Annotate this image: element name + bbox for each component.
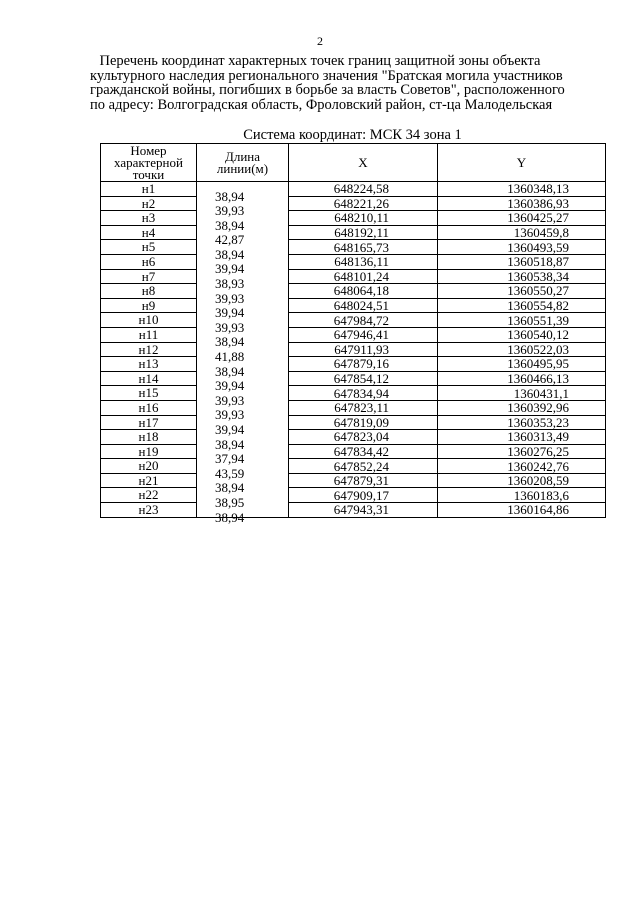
x-cell: 648024,51 [289, 298, 438, 313]
point-number-cell: н11 [101, 327, 197, 342]
table-row [101, 415, 606, 430]
line-length-cell [197, 327, 289, 350]
table-row [101, 386, 606, 401]
y-cell: 1360242,76 [438, 459, 606, 474]
line-length-cell [197, 284, 289, 306]
line-length-value: 39,93 [215, 203, 245, 219]
table-row [101, 225, 606, 240]
table-row [101, 357, 606, 372]
line-length-cell [197, 459, 289, 481]
table-row [101, 459, 606, 474]
line-length-cell [197, 488, 289, 510]
y-cell: 1360522,03 [438, 342, 606, 357]
line-length-value: 39,94 [215, 422, 245, 437]
y-cell: 1360431,1 [438, 386, 606, 401]
line-length-value: 38,94 [215, 246, 245, 262]
point-number-cell: н17 [101, 415, 197, 430]
line-length-value: 38,94 [215, 480, 245, 496]
table-row [101, 430, 606, 445]
table-row [101, 400, 606, 415]
y-cell: 1360348,13 [438, 182, 606, 197]
line-length-cell [197, 444, 289, 467]
header-x: X [289, 144, 438, 182]
y-cell: 1360386,93 [438, 196, 606, 211]
point-number-cell: н4 [101, 225, 197, 240]
title-line: культурного наследия регионального значения "Братская могила участников [90, 67, 563, 84]
table-row [101, 488, 606, 503]
line-length-cell [197, 503, 289, 525]
table-row [101, 254, 606, 269]
table-row [101, 182, 606, 197]
y-cell: 1360208,59 [438, 473, 606, 488]
x-cell: 648224,58 [289, 182, 438, 197]
line-length-value: 38,94 [215, 334, 245, 350]
x-cell: 647911,93 [289, 342, 438, 357]
x-cell: 648064,18 [289, 284, 438, 299]
y-cell: 1360353,23 [438, 415, 606, 430]
line-length-value: 39,93 [215, 392, 245, 408]
x-cell: 648192,11 [289, 225, 438, 240]
line-length-cell [197, 430, 289, 452]
line-length-value: 43,59 [215, 465, 245, 481]
y-cell: 1360550,27 [438, 284, 606, 299]
y-cell: 1360518,87 [438, 254, 606, 269]
table-row [101, 327, 606, 342]
x-cell: 647943,31 [289, 503, 438, 518]
x-cell: 647879,16 [289, 357, 438, 372]
line-length-value: 38,95 [215, 494, 245, 510]
coordinates-table [100, 142, 606, 525]
line-length-value: 38,94 [215, 189, 245, 204]
line-length-value: 38,94 [215, 436, 245, 452]
line-length-value: 41,88 [215, 349, 245, 365]
x-cell: 648210,11 [289, 211, 438, 226]
header-line-length [197, 144, 289, 182]
line-length-cell [197, 357, 289, 379]
table-row [101, 298, 606, 313]
x-cell: 648136,11 [289, 254, 438, 269]
line-length-cell [197, 415, 289, 437]
header-text: точки [132, 166, 165, 182]
line-length-cell [197, 225, 289, 248]
point-number-cell: н12 [101, 342, 197, 357]
line-length-value: 39,93 [215, 319, 245, 335]
y-cell: 1360425,27 [438, 211, 606, 226]
point-number-cell: н8 [101, 284, 197, 299]
page-number: 2 [317, 34, 323, 48]
line-length-cell [197, 211, 289, 233]
table-row [101, 211, 606, 226]
x-cell: 647946,41 [289, 327, 438, 342]
point-number-cell: н7 [101, 269, 197, 284]
point-number-cell: н16 [101, 400, 197, 415]
x-cell: 647834,94 [289, 386, 438, 401]
point-number-cell: н15 [101, 386, 197, 401]
point-number-cell: н1 [101, 182, 197, 197]
line-length-cell [197, 196, 289, 219]
table-row [101, 371, 606, 386]
header-text: характерной [114, 154, 183, 170]
x-cell: 648165,73 [289, 240, 438, 255]
header-text: Номер [130, 142, 167, 158]
x-cell: 647834,42 [289, 444, 438, 459]
x-cell: 647819,09 [289, 415, 438, 430]
point-number-cell: н18 [101, 430, 197, 445]
line-length-value: 42,87 [215, 232, 245, 248]
point-number-cell: н3 [101, 211, 197, 226]
point-number-cell: н14 [101, 371, 197, 386]
x-cell: 647984,72 [289, 313, 438, 328]
line-length-cell [197, 298, 289, 321]
title-line: по адресу: Волгоградская область, Фроловский район, ст-ца Малодельская [90, 96, 553, 113]
title-line: гражданской войны, погибших в борьбе за власть Советов", расположенного [90, 82, 565, 98]
x-cell: 647823,11 [289, 400, 438, 415]
point-number-cell: н19 [101, 444, 197, 459]
point-number-cell: н5 [101, 240, 197, 255]
y-cell: 1360495,95 [438, 357, 606, 372]
document-title [90, 53, 565, 113]
line-length-value: 39,94 [215, 378, 245, 394]
header-y: Y [438, 144, 606, 182]
point-number-cell: н9 [101, 298, 197, 313]
point-number-cell: н10 [101, 313, 197, 328]
line-length-value: 38,94 [215, 509, 245, 525]
line-length-cell [197, 386, 289, 408]
x-cell: 647823,04 [289, 430, 438, 445]
line-length-cell [197, 313, 289, 335]
y-cell: 1360554,82 [438, 298, 606, 313]
line-length-value: 39,94 [215, 261, 245, 277]
line-length-cell [197, 269, 289, 292]
line-length-value: 39,93 [215, 407, 245, 423]
y-cell: 1360459,8 [438, 225, 606, 240]
table-header-row [101, 144, 606, 182]
y-cell: 1360164,86 [438, 503, 606, 518]
y-cell: 1360183,6 [438, 488, 606, 503]
point-number-cell: н20 [101, 459, 197, 474]
title-line: Перечень координат характерных точек границ защитной зоны объекта [99, 53, 541, 69]
table-row [101, 503, 606, 518]
line-length-cell [197, 342, 289, 365]
x-cell: 647909,17 [289, 488, 438, 503]
line-length-cell [197, 182, 289, 204]
point-number-cell: н22 [101, 488, 197, 503]
y-cell: 1360276,25 [438, 444, 606, 459]
line-length-cell [197, 371, 289, 394]
point-number-cell: н2 [101, 196, 197, 211]
x-cell: 647879,31 [289, 473, 438, 488]
line-length-value: 39,94 [215, 305, 245, 321]
table-body [101, 181, 606, 525]
header-point-number [101, 144, 197, 182]
point-number-cell: н21 [101, 473, 197, 488]
line-length-value: 38,94 [215, 217, 245, 233]
table-row [101, 473, 606, 488]
point-number-cell: н13 [101, 357, 197, 372]
line-length-value: 37,94 [215, 451, 245, 467]
y-cell: 1360466,13 [438, 371, 606, 386]
table-row [101, 342, 606, 357]
line-length-value: 38,93 [215, 276, 245, 292]
y-cell: 1360313,49 [438, 430, 606, 445]
table-row [101, 444, 606, 459]
table-row [101, 313, 606, 328]
line-length-cell [197, 240, 289, 262]
table-row [101, 269, 606, 284]
x-cell: 648101,24 [289, 269, 438, 284]
x-cell: 647852,24 [289, 459, 438, 474]
table-row [101, 284, 606, 299]
point-number-cell: н23 [101, 503, 197, 518]
coordinate-system-caption: Система координат: МСК 34 зона 1 [243, 127, 462, 143]
x-cell: 648221,26 [289, 196, 438, 211]
x-cell: 647854,12 [289, 371, 438, 386]
table-row [101, 196, 606, 211]
y-cell: 1360540,12 [438, 327, 606, 342]
line-length-value: 38,94 [215, 363, 245, 379]
table-row [101, 240, 606, 255]
line-length-cell [197, 473, 289, 496]
line-length-cell [197, 400, 289, 423]
header-text: Длина [224, 148, 261, 164]
y-cell: 1360392,96 [438, 400, 606, 415]
point-number-cell: н6 [101, 254, 197, 269]
y-cell: 1360538,34 [438, 269, 606, 284]
y-cell: 1360551,39 [438, 313, 606, 328]
y-cell: 1360493,59 [438, 240, 606, 255]
line-length-value: 39,93 [215, 290, 245, 306]
line-length-cell [197, 254, 289, 277]
header-text: линии(м) [216, 160, 269, 176]
